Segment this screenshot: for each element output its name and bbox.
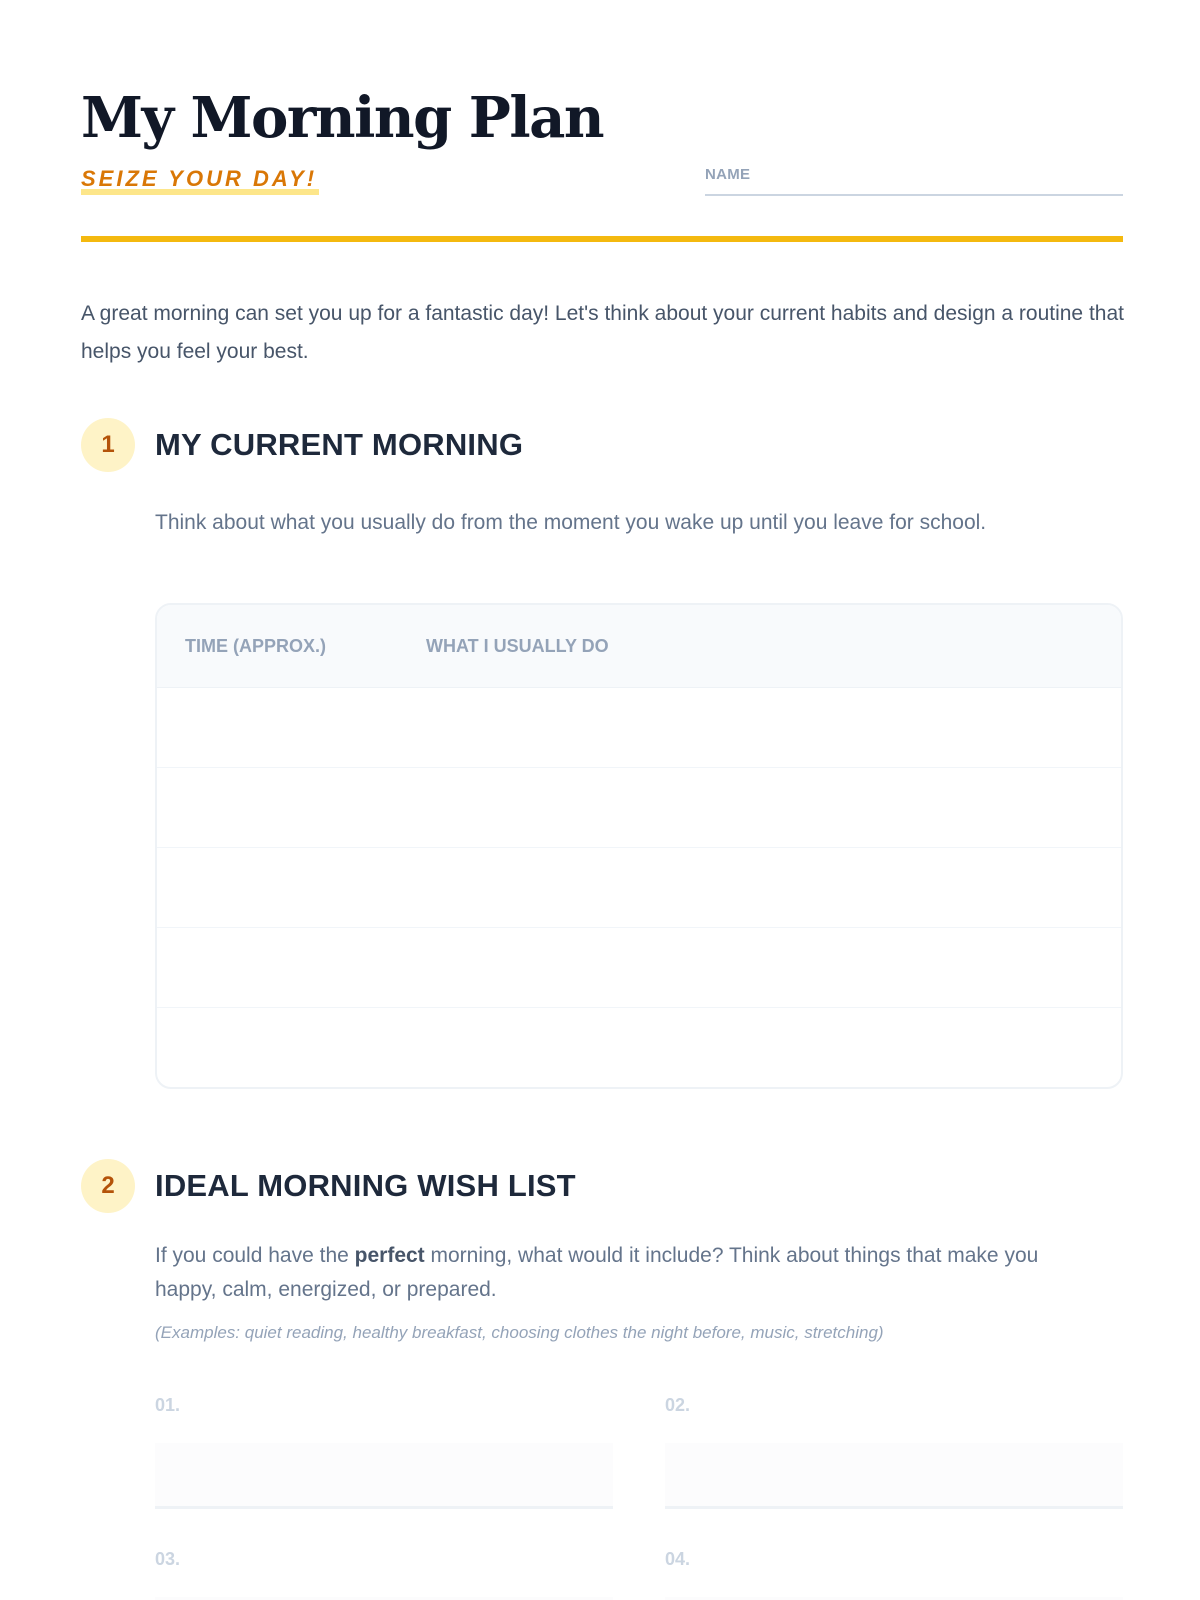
name-field[interactable]: [705, 164, 1123, 196]
wish-item: [155, 1395, 613, 1509]
wish-item-number: 04.: [665, 1549, 691, 1569]
section-2-description: [155, 1239, 1075, 1307]
section-1-title: MY CURRENT MORNING: [155, 427, 524, 462]
description-emphasis: perfect: [354, 1244, 425, 1267]
intro-text: A great morning can set you up for a fantastic day! Let's think about your current habits and design a routine that helps you feel your best.: [81, 302, 1124, 363]
description-text: morning, what would it include? Think about things that make you happy, calm, energized, or prepared.: [155, 1244, 1039, 1301]
section-2-title: IDEAL MORNING WISH LIST: [155, 1168, 576, 1203]
column-header-activity: WHAT I USUALLY DO: [426, 635, 609, 656]
header-divider: [81, 236, 1123, 242]
section-1-heading: [81, 418, 523, 472]
section-1-description: Think about what you usually do from the moment you wake up until you leave for school.: [155, 511, 987, 534]
table-row[interactable]: [157, 1008, 1121, 1088]
wish-item-number: 01.: [155, 1395, 181, 1415]
table-row[interactable]: [157, 768, 1121, 848]
name-label: NAME: [705, 166, 751, 183]
wish-item: [665, 1395, 1123, 1509]
step-badge-1: 1: [81, 418, 135, 472]
wish-item-input[interactable]: [155, 1443, 613, 1509]
table-header: [157, 605, 1121, 688]
section-2-heading: [81, 1159, 576, 1213]
table-row[interactable]: [157, 848, 1121, 928]
wish-item: [665, 1549, 1123, 1600]
wish-item-input[interactable]: [665, 1443, 1123, 1509]
wish-item: [155, 1549, 613, 1600]
wish-item-number: 02.: [665, 1395, 691, 1415]
page-title: My Morning Plan: [81, 85, 604, 151]
table-row[interactable]: [157, 928, 1121, 1008]
current-morning-table: [155, 603, 1123, 1089]
table-row[interactable]: [157, 688, 1121, 768]
description-text: If you could have the: [155, 1244, 355, 1267]
tagline: SEIZE YOUR DAY!: [81, 165, 319, 195]
worksheet-header: [81, 0, 1098, 244]
column-header-time: TIME (APPROX.): [185, 635, 327, 656]
step-badge-2: 2: [81, 1159, 135, 1213]
examples-text: (Examples: quiet reading, healthy breakfast, choosing clothes the night before, music, stretching): [155, 1323, 884, 1342]
wish-item-number: 03.: [155, 1549, 181, 1569]
